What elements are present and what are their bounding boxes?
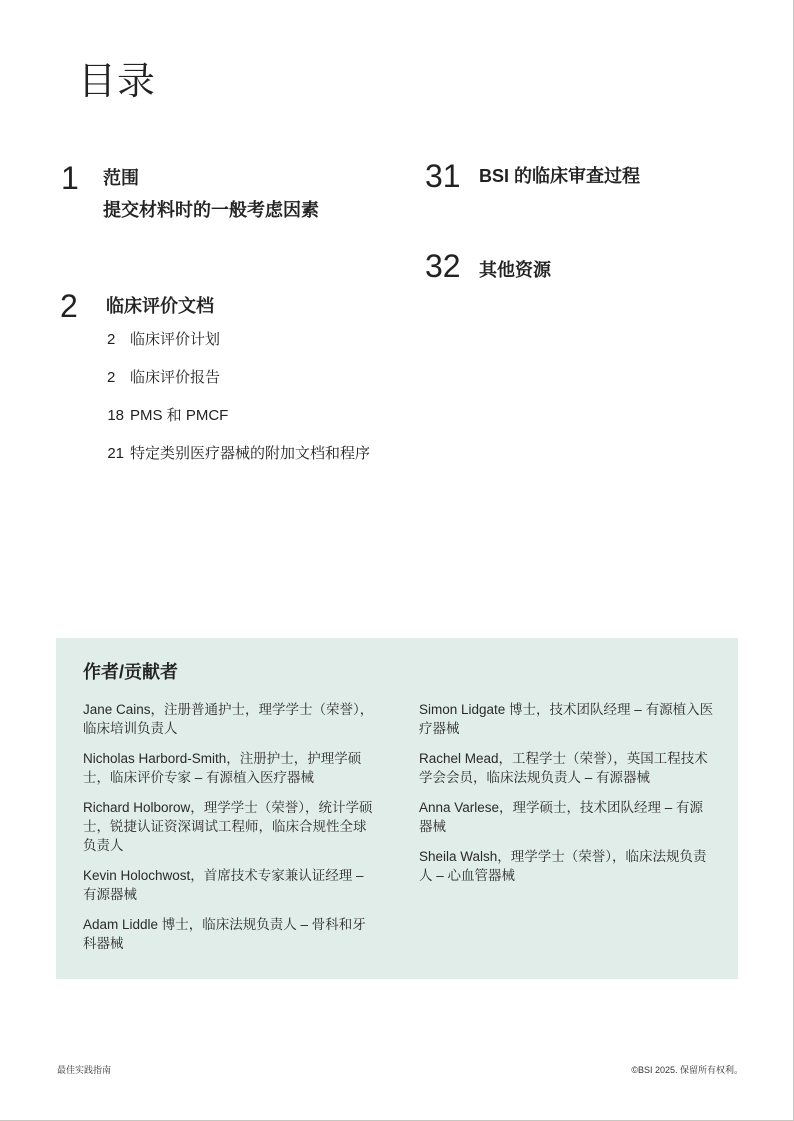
toc-subsection-list (100, 328, 380, 480)
toc-subsection-label[interactable]: PMS 和 PMCF (130, 407, 229, 424)
authors-column-left (83, 700, 379, 964)
toc-subsection-label[interactable]: 临床评价报告 (130, 369, 221, 386)
author-entry: Jane Cains，注册普通护士，理学学士（荣誉），临床培训负责人 (83, 702, 374, 736)
author-entry: Adam Liddle 博士，临床法规负责人 – 骨科和牙科器械 (83, 917, 366, 951)
author-entry: Kevin Holochwost，首席技术专家兼认证经理 – 有源器械 (83, 868, 364, 902)
toc-subsection-page: 2 (107, 369, 116, 386)
toc-subsection-page: 2 (107, 331, 116, 348)
toc-subsection-item[interactable] (100, 328, 380, 352)
author-entry: Richard Holborow，理学学士（荣誉），统计学硕士，锐捷认证资深调试工程师，临床合规性全球负责人 (83, 800, 373, 853)
toc-section-heading[interactable]: 提交材料时的一般考虑因素 (103, 200, 319, 220)
toc-subsection-label[interactable]: 临床评价计划 (130, 331, 221, 348)
toc-section-heading[interactable]: 临床评价文档 (106, 296, 214, 316)
toc-subsection-page: 18 (107, 407, 124, 424)
toc-section-number: 31 (425, 158, 461, 194)
author-entry: Anna Varlese，理学硕士，技术团队经理 – 有源器械 (419, 800, 704, 834)
author-entry: Nicholas Harbord-Smith，注册护士，护理学硕士，临床评价专家 – 有源植入医疗器械 (83, 751, 362, 785)
toc-subsection-label[interactable]: 特定类别医疗器械的附加文档和程序 (130, 445, 371, 462)
toc-section-heading[interactable]: 范围 (103, 168, 139, 188)
author-entry: Simon Lidgate 博士，技术团队经理 – 有源植入医疗器械 (419, 702, 714, 736)
toc-section-number: 2 (60, 288, 78, 324)
authors-title: 作者/贡献者 (83, 662, 179, 682)
footer-copyright: ©BSI 2025. 保留所有权利。 (631, 1065, 743, 1075)
toc-section-number: 32 (425, 248, 461, 284)
author-entry: Rachel Mead，工程学士（荣誉），英国工程技术学会会员，临床法规负责人 – 有源器械 (419, 751, 708, 785)
toc-subsection-page: 21 (107, 445, 124, 462)
toc-section-heading[interactable]: BSI 的临床审查过程 (479, 166, 641, 186)
authors-column-right (419, 700, 715, 896)
toc-subsection-item[interactable] (100, 366, 380, 390)
toc-subsection-item[interactable] (100, 404, 380, 428)
authors-panel (56, 638, 738, 979)
page-title: 目录 (78, 61, 157, 103)
footer-guide-label: 最佳实践指南 (57, 1065, 112, 1075)
toc-section-heading[interactable]: 其他资源 (479, 260, 551, 280)
toc-subsection-item[interactable] (100, 442, 380, 466)
toc-section-number: 1 (61, 160, 79, 196)
author-entry: Sheila Walsh，理学学士（荣誉），临床法规负责人 – 心血管器械 (419, 849, 707, 883)
